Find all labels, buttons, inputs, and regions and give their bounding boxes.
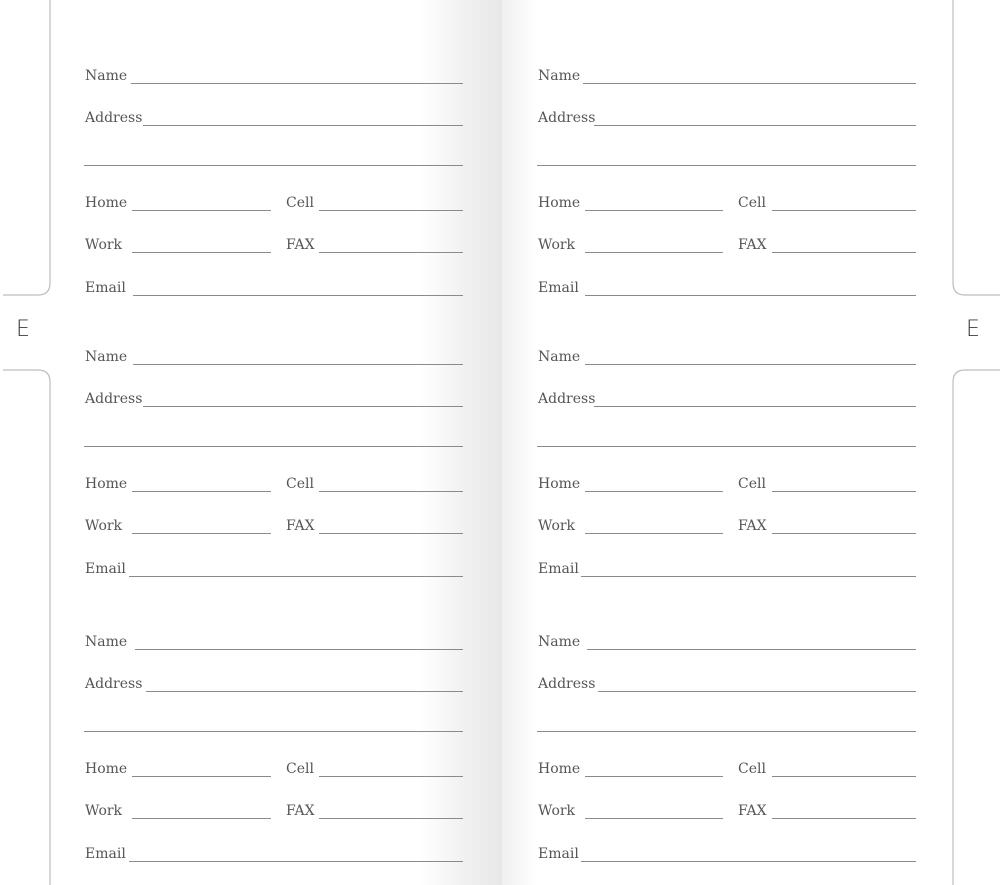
email-label: Email	[538, 280, 579, 296]
home-label: Home	[85, 761, 128, 777]
address-field[interactable]	[594, 125, 916, 126]
name-label: Name	[538, 68, 581, 84]
home-phone-field[interactable]	[585, 210, 723, 211]
cell-phone-field[interactable]	[772, 210, 916, 211]
fax-label: FAX	[286, 237, 315, 253]
address-line-2-field[interactable]	[84, 731, 463, 732]
work-label: Work	[538, 803, 576, 819]
address-line-2-field[interactable]	[537, 446, 916, 447]
name-field[interactable]	[585, 364, 916, 365]
address-field[interactable]	[598, 691, 916, 692]
email-label: Email	[538, 846, 579, 862]
home-phone-field[interactable]	[132, 210, 271, 211]
work-phone-field[interactable]	[585, 818, 723, 819]
left-page	[51, 0, 500, 885]
home-label: Home	[85, 195, 128, 211]
fax-label: FAX	[738, 518, 767, 534]
name-label: Name	[538, 349, 581, 365]
work-phone-field[interactable]	[132, 533, 271, 534]
cell-label: Cell	[738, 195, 766, 211]
work-label: Work	[85, 803, 123, 819]
name-field[interactable]	[587, 649, 916, 650]
work-phone-field[interactable]	[585, 252, 723, 253]
cell-label: Cell	[286, 195, 314, 211]
email-field[interactable]	[581, 861, 916, 862]
name-field[interactable]	[131, 83, 463, 84]
home-phone-field[interactable]	[585, 491, 723, 492]
name-field[interactable]	[133, 364, 463, 365]
name-label: Name	[85, 349, 128, 365]
address-label: Address	[538, 676, 596, 692]
cell-phone-field[interactable]	[319, 491, 463, 492]
address-label: Address	[85, 676, 143, 692]
cell-label: Cell	[738, 476, 766, 492]
fax-label: FAX	[286, 518, 315, 534]
cell-phone-field[interactable]	[319, 776, 463, 777]
email-label: Email	[85, 561, 126, 577]
fax-field[interactable]	[772, 533, 916, 534]
fax-field[interactable]	[772, 252, 916, 253]
address-field[interactable]	[143, 125, 463, 126]
email-field[interactable]	[129, 861, 463, 862]
address-field[interactable]	[143, 406, 463, 407]
email-field[interactable]	[581, 576, 916, 577]
email-field[interactable]	[133, 295, 463, 296]
address-line-2-field[interactable]	[84, 165, 463, 166]
cell-label: Cell	[738, 761, 766, 777]
email-label: Email	[85, 280, 126, 296]
home-label: Home	[538, 761, 581, 777]
fax-label: FAX	[738, 803, 767, 819]
work-label: Work	[85, 237, 123, 253]
home-phone-field[interactable]	[585, 776, 723, 777]
work-label: Work	[85, 518, 123, 534]
fax-field[interactable]	[772, 818, 916, 819]
home-label: Home	[85, 476, 128, 492]
address-field[interactable]	[146, 691, 463, 692]
fax-field[interactable]	[319, 252, 463, 253]
work-phone-field[interactable]	[585, 533, 723, 534]
name-label: Name	[538, 634, 581, 650]
cell-label: Cell	[286, 761, 314, 777]
work-label: Work	[538, 237, 576, 253]
home-phone-field[interactable]	[132, 776, 271, 777]
cell-label: Cell	[286, 476, 314, 492]
cell-phone-field[interactable]	[319, 210, 463, 211]
email-label: Email	[538, 561, 579, 577]
email-label: Email	[85, 846, 126, 862]
tab-letter-right[interactable]: E	[966, 317, 980, 342]
address-line-2-field[interactable]	[537, 731, 916, 732]
email-field[interactable]	[129, 576, 463, 577]
work-label: Work	[538, 518, 576, 534]
cell-phone-field[interactable]	[772, 491, 916, 492]
home-phone-field[interactable]	[132, 491, 271, 492]
name-label: Name	[85, 68, 128, 84]
fax-label: FAX	[738, 237, 767, 253]
fax-label: FAX	[286, 803, 315, 819]
address-label: Address	[85, 110, 143, 126]
address-label: Address	[85, 391, 143, 407]
home-label: Home	[538, 195, 581, 211]
work-phone-field[interactable]	[132, 818, 271, 819]
fax-field[interactable]	[319, 818, 463, 819]
name-label: Name	[85, 634, 128, 650]
address-label: Address	[538, 391, 596, 407]
address-line-2-field[interactable]	[84, 446, 463, 447]
name-field[interactable]	[135, 649, 463, 650]
fax-field[interactable]	[319, 533, 463, 534]
address-label: Address	[538, 110, 596, 126]
tab-letter-left[interactable]: E	[16, 317, 30, 342]
email-field[interactable]	[585, 295, 916, 296]
address-field[interactable]	[594, 406, 916, 407]
right-page	[502, 0, 952, 885]
cell-phone-field[interactable]	[772, 776, 916, 777]
address-line-2-field[interactable]	[537, 165, 916, 166]
work-phone-field[interactable]	[132, 252, 271, 253]
name-field[interactable]	[583, 83, 916, 84]
home-label: Home	[538, 476, 581, 492]
